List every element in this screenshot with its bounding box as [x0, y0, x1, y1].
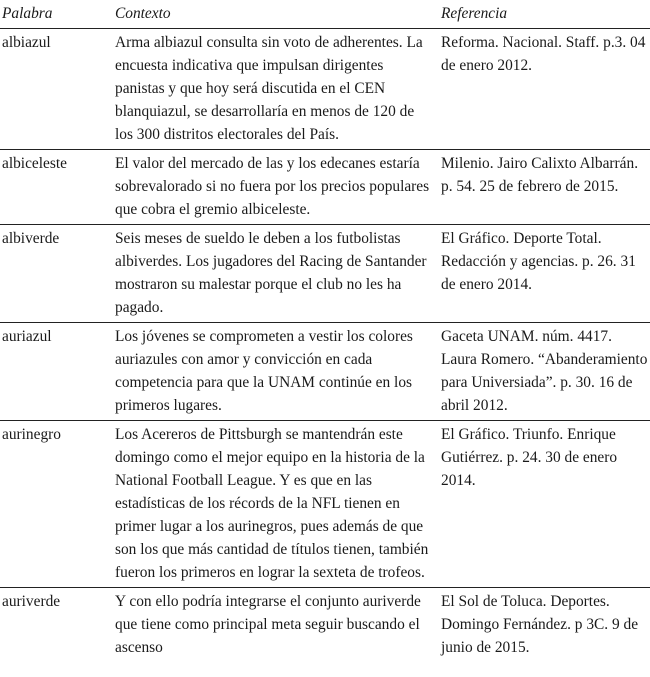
row-word: aurinegro [0, 421, 112, 588]
row-word: albiverde [0, 225, 112, 323]
table-row [0, 225, 650, 323]
table-row [0, 29, 650, 150]
header-contexto: Contexto [112, 3, 438, 29]
header-palabra: Palabra [0, 3, 112, 29]
row-context: Seis meses de sueldo le deben a los futbolistas albiverdes. Los jugadores del Racing de Santander mostraron su malestar porque el club no les ha pagado. [112, 225, 438, 323]
lexicon-table [0, 3, 650, 662]
row-context: Los Acereros de Pittsburgh se mantendrán este domingo como el mejor equipo en la historia de la National Football League. Y es que en las estadísticas de los récords de la NFL tienen en primer lugar a los aurinegros, pues además de que son los que más cantidad de títulos tienen, también fueron los primeros en lograr la sexteta de trofeos. [112, 421, 438, 588]
row-reference: El Sol de Toluca. Deportes. Domingo Fernández. p 3C. 9 de junio de 2015. [441, 593, 639, 656]
row-reference: Gaceta UNAM. núm. 4417. Laura Romero. “Abanderamiento para Universiada”. p. 30. 16 de abril 2012. [438, 323, 650, 421]
row-word: albiceleste [0, 150, 112, 225]
row-reference: Reforma. Nacional. Staff. p.3. 04 de enero 2012. [438, 29, 650, 150]
row-word: auriverde [2, 593, 61, 610]
row-context: Los jóvenes se comprometen a vestir los colores auriazules con amor y convicción en cada competencia para que la UNAM continúe en los primeros lugares. [112, 323, 438, 421]
row-context: El valor del mercado de las y los edecanes estaría sobrevalorado si no fuera por los precios populares que cobra el gremio albiceleste. [112, 150, 438, 225]
row-reference: El Gráfico. Triunfo. Enrique Gutiérrez. p. 24. 30 de enero 2014. [438, 421, 650, 588]
row-word: auriazul [0, 323, 112, 421]
table-header-row [0, 3, 650, 29]
row-context: Y con ello podría integrarse el conjunto auriverde que tiene como principal meta seguir buscando el ascenso [115, 593, 421, 656]
table-row [0, 150, 650, 225]
row-reference: El Gráfico. Deporte Total. Redacción y agencias. p. 26. 31 de enero 2014. [438, 225, 650, 323]
row-reference: Milenio. Jairo Calixto Albarrán. p. 54. 25 de febrero de 2015. [438, 150, 650, 225]
header-referencia: Referencia [438, 3, 650, 29]
row-context: Arma albiazul consulta sin voto de adherentes. La encuesta indicativa que impulsan dirigentes panistas y que hoy será discutida en el CEN blanquiazul, se desarrollaría en menos de 120 de los 300 distritos electorales del País. [112, 29, 438, 150]
table-row [0, 421, 650, 588]
table-row [0, 323, 650, 421]
row-word: albiazul [0, 29, 112, 150]
table-row [0, 588, 650, 663]
